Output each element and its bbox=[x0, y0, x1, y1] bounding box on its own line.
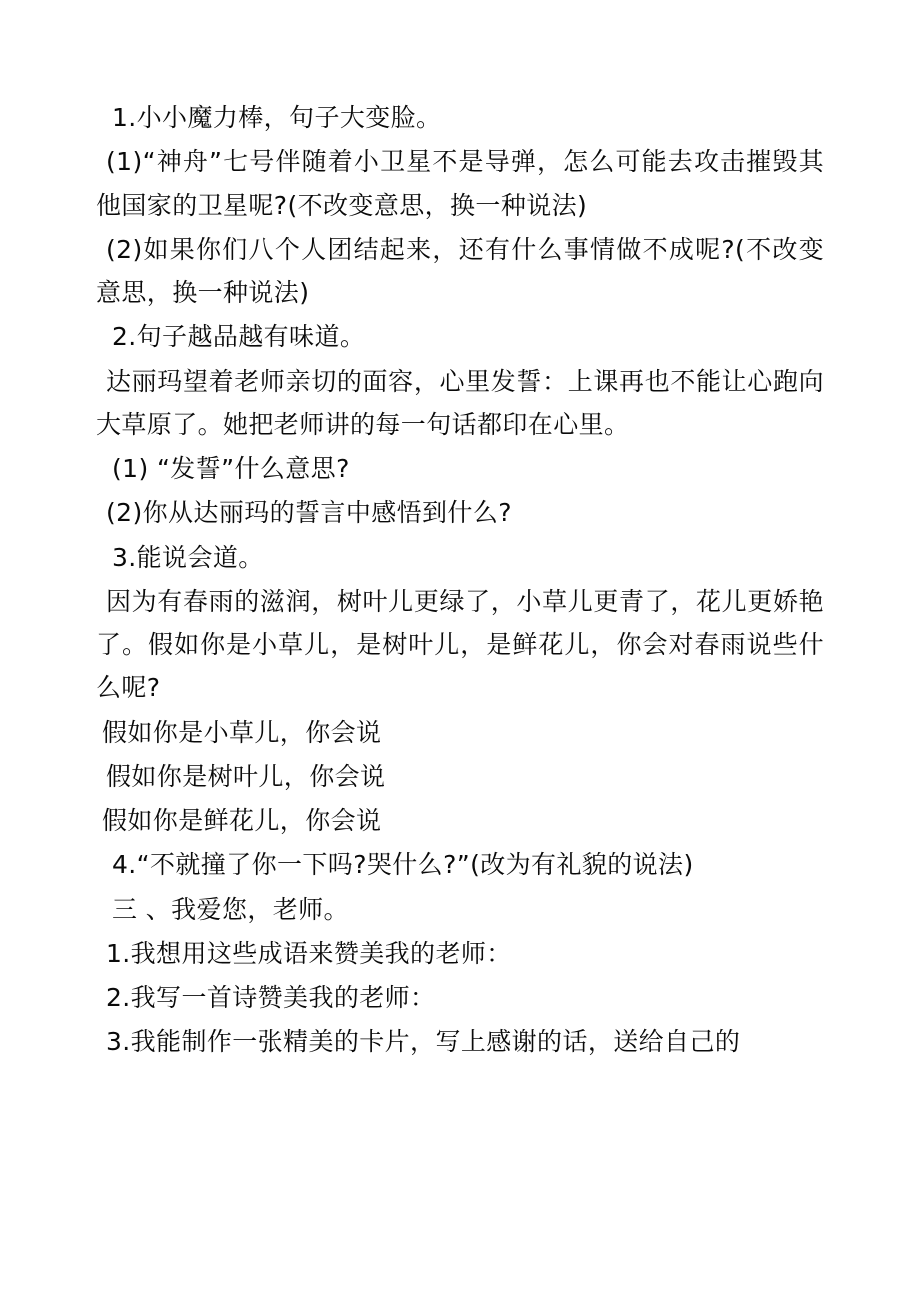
paragraph-q3-passage: 因为有春雨的滋润，树叶儿更绿了，小草儿更青了，花儿更娇艳了。假如你是小草儿，是树叶儿，是鲜花儿，你会对春雨说些什么呢? bbox=[96, 586, 824, 703]
paragraph-q2-item2: (2)你从达丽玛的誓言中感悟到什么? bbox=[106, 498, 512, 528]
paragraph-q1-item1: (1)“神舟”七号伴随着小卫星不是导弹，怎么可能去攻击摧毁其他国家的卫星呢?(不改变意思，换一种说法) bbox=[96, 147, 824, 220]
paragraph-s3-item2: 2.我写一首诗赞美我的老师： bbox=[106, 983, 436, 1012]
paragraph-q1-item2: (2)如果你们八个人团结起来，还有什么事情做不成呢?(不改变意思，换一种说法) bbox=[96, 234, 824, 307]
paragraph-q3-blank2: 假如你是树叶儿，你会说 bbox=[106, 761, 386, 791]
paragraph-q3-title: 3.能说会道。 bbox=[112, 542, 264, 572]
document-body bbox=[96, 96, 824, 1064]
paragraph-q3-blank3: 假如你是鲜花儿，你会说 bbox=[102, 806, 382, 835]
paragraph-q1-title: 1.小小魔力棒，句子大变脸。 bbox=[112, 103, 442, 132]
paragraph-q2-title: 2.句子越品越有味道。 bbox=[112, 322, 366, 352]
paragraph-q2-item1: (1) “发誓”什么意思? bbox=[112, 454, 350, 483]
paragraph-q2-passage: 达丽玛望着老师亲切的面容，心里发誓：上课再也不能让心跑向大草原了。她把老师讲的每一句话都印在心里。 bbox=[96, 366, 824, 439]
section-heading-three: 三 、我爱您，老师。 bbox=[112, 894, 349, 924]
paragraph-s3-item3: 3.我能制作一张精美的卡片，写上感谢的话，送给自己的 bbox=[106, 1027, 741, 1057]
paragraph-q3-blank1: 假如你是小草儿，你会说 bbox=[102, 717, 382, 747]
paragraph-s3-item1: 1.我想用这些成语来赞美我的老师： bbox=[106, 938, 512, 968]
paragraph-q4: 4.“不就撞了你一下吗?哭什么?”(改为有礼貌的说法) bbox=[112, 850, 694, 880]
